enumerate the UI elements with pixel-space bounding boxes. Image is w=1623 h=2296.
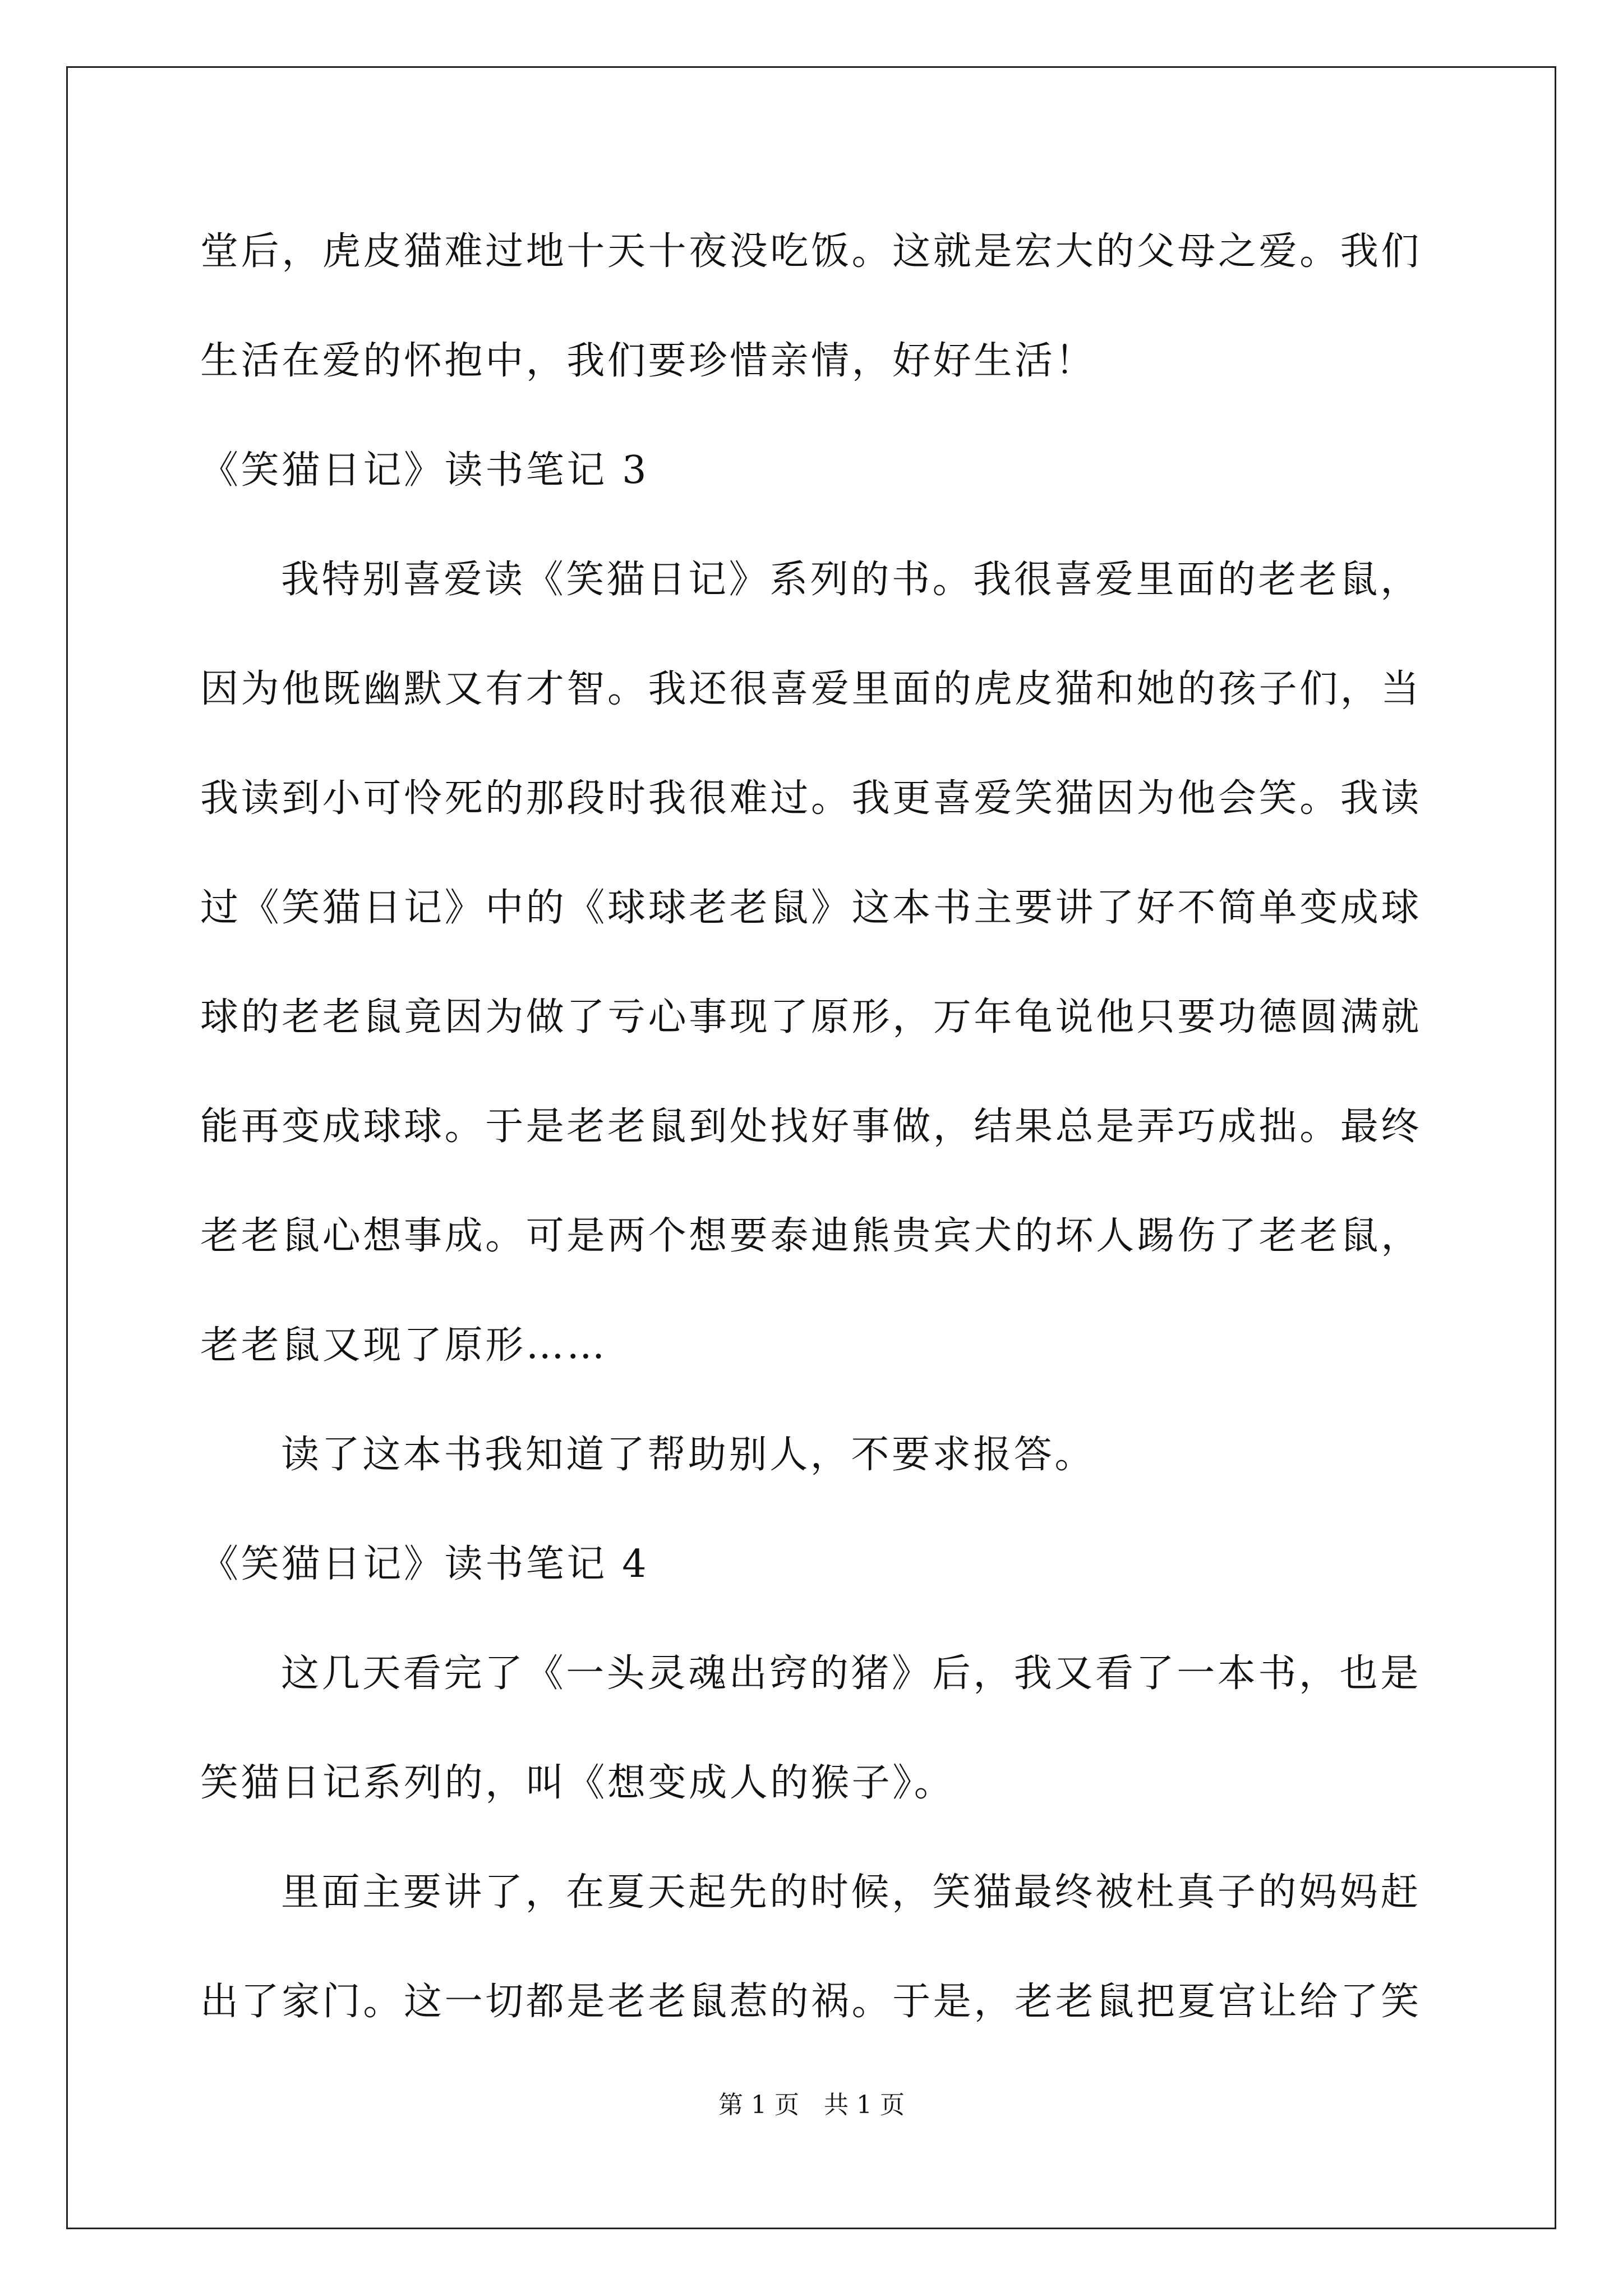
- paragraph-start: 里面主要讲了，在夏天起先的时候，笑猫最终被杜真子的妈妈赶: [281, 1870, 1421, 1915]
- page-footer: 第 1 页 共 1 页: [718, 2091, 905, 2119]
- body-line: 生活在爱的怀抱中，我们要珍惜亲情，好好生活！: [200, 339, 1096, 383]
- section-heading: 《笑猫日记》读书笔记 4: [200, 1542, 649, 1586]
- body-line: 我读到小可怜死的那段时我很难过。我更喜爱笑猫因为他会笑。我读: [200, 776, 1422, 821]
- body-line: 能再变成球球。于是老老鼠到处找好事做，结果总是弄巧成拙。最终: [200, 1105, 1422, 1149]
- body-line: 因为他既幽默又有才智。我还很喜爱里面的虎皮猫和她的孩子们，当: [200, 667, 1422, 711]
- body-line: 堂后，虎皮猫难过地十天十夜没吃饭。这就是宏大的父母之爱。我们: [200, 229, 1422, 274]
- paragraph-start: 我特别喜爱读《笑猫日记》系列的书。我很喜爱里面的老老鼠，: [281, 558, 1421, 602]
- body-line: 老老鼠心想事成。可是两个想要泰迪熊贵宾犬的坏人踢伤了老老鼠，: [200, 1214, 1422, 1258]
- body-line: 出了家门。这一切都是老老鼠惹的祸。于是，老老鼠把夏宫让给了笑: [200, 1980, 1422, 2024]
- body-line: 球的老老鼠竟因为做了亏心事现了原形，万年龟说他只要功德圆满就: [200, 995, 1422, 1039]
- body-line: 笑猫日记系列的，叫《想变成人的猴子》。: [200, 1761, 955, 1805]
- body-line: 老老鼠又现了原形……: [200, 1323, 608, 1368]
- body-line: 过《笑猫日记》中的《球球老老鼠》这本书主要讲了好不简单变成球: [200, 886, 1422, 930]
- section-heading: 《笑猫日记》读书笔记 3: [200, 448, 649, 493]
- paragraph-start: 读了这本书我知道了帮助别人，不要求报答。: [281, 1433, 1096, 1477]
- paragraph-start: 这几天看完了《一头灵魂出窍的猪》后，我又看了一本书，也是: [281, 1651, 1421, 1696]
